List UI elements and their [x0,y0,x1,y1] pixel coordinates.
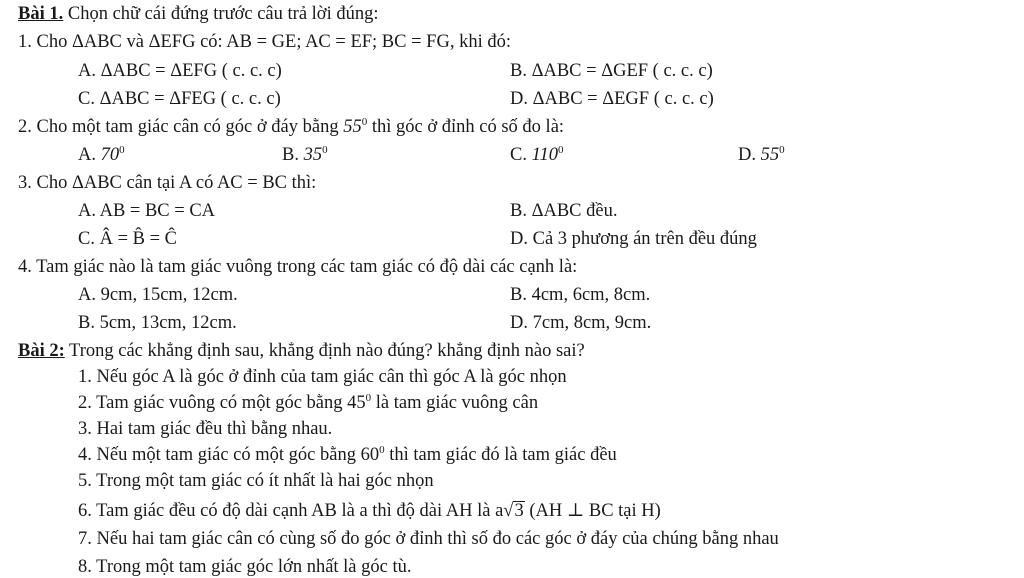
sqrt-symbol: √ [503,501,514,521]
question-2-stem-pre: 2. Cho một tam giác cân có góc ở đáy bằng [18,117,344,137]
question-2-option-b [282,144,328,166]
option-label: C. [510,145,532,165]
question-4-option-a: A. 9cm, 15cm, 12cm. [78,285,238,305]
question-3-option-c: C. Â = B̂ = Ĉ [78,229,177,249]
statement-6-pre: 6. Tam giác đều có độ dài cạnh AB là a thì độ dài AH là a [78,501,504,521]
statement-4-post: thì tam giác đó là tam giác đều [384,445,617,465]
option-label: B. [282,145,304,165]
question-4-stem: 4. Tam giác nào là tam giác vuông trong các tam giác có độ dài các cạnh là: [18,257,578,277]
statement-4-angle: 60 [360,445,380,465]
statement-2 [78,392,538,414]
exercise-2-heading [18,340,585,362]
degree-symbol: 0 [119,144,125,156]
exercise-1-label: Bài 1. [18,4,64,24]
exercise-1-instruction: Chọn chữ cái đứng trước câu trả lời đúng: [63,4,379,24]
question-2-angle: 55 [343,117,362,137]
question-4-option-d: D. 7cm, 8cm, 9cm. [510,313,652,333]
question-2-option-a [78,144,125,166]
exercise-2-label: Bài 2: [18,341,65,361]
statement-3: 3. Hai tam giác đều thì bằng nhau. [78,419,333,439]
question-3-option-a: A. AB = BC = CA [78,201,216,221]
sqrt-radicand: 3 [514,501,524,521]
statement-2-angle: 45 [347,393,366,413]
option-value: 110 [531,145,558,165]
question-1-option-c: C. ΔABC = ΔFEG ( c. c. c) [78,89,281,109]
statement-4-pre: 4. Nếu một tam giác có một góc bằng [78,445,361,465]
degree-symbol: 0 [557,144,564,156]
option-label: A. [78,145,101,165]
question-1-option-d: D. ΔABC = ΔEGF ( c. c. c) [510,89,714,109]
option-value: 70 [100,145,120,165]
question-3-option-d: D. Cả 3 phương án trên đều đúng [510,229,757,249]
degree-symbol: 0 [365,392,372,404]
question-2-stem [18,116,564,138]
degree-symbol: 0 [322,144,328,156]
option-value: 55 [760,145,780,165]
question-1-option-a: A. ΔABC = ΔEFG ( c. c. c) [78,61,282,81]
degree-symbol: 0 [361,116,368,128]
statement-6 [78,500,661,522]
statement-7: 7. Nếu hai tam giác cân có cùng số đo góc ở đỉnh thì số đo các góc ở đáy của chúng bằng nhau [78,529,779,549]
exercise-2-instruction: Trong các khẳng định sau, khẳng định nào đúng? khẳng định nào sai? [64,341,585,361]
statement-2-post: là tam giác vuông cân [371,393,539,413]
question-1-stem: 1. Cho ΔABC và ΔEFG có: AB = GE; AC = EF; BC = FG, khi đó: [18,32,511,52]
degree-symbol: 0 [379,444,385,456]
option-label: D. [738,145,761,165]
question-2-option-d [738,144,785,166]
question-2-option-c [510,144,563,166]
statement-1: 1. Nếu góc A là góc ở đỉnh của tam giác cân thì góc A là góc nhọn [78,367,567,387]
question-4-option-c: B. 5cm, 13cm, 12cm. [78,313,237,333]
statement-2-pre: 2. Tam giác vuông có một góc bằng [78,393,348,413]
question-2-stem-post: thì góc ở đỉnh có số đo là: [367,117,565,137]
question-1-option-b: B. ΔABC = ΔGEF ( c. c. c) [510,61,713,81]
exercise-1-heading [18,3,378,25]
question-3-stem: 3. Cho ΔABC cân tại A có AC = BC thì: [18,173,317,193]
question-4-option-b: B. 4cm, 6cm, 8cm. [510,285,651,305]
statement-8: 8. Trong một tam giác góc lớn nhất là góc tù. [78,557,412,577]
option-value: 35 [303,145,323,165]
degree-symbol: 0 [779,144,785,156]
statement-6-post: (AH ⊥ BC tại H) [524,501,661,521]
statement-4 [78,444,617,466]
question-3-option-b: B. ΔABC đều. [510,201,618,221]
statement-5: 5. Trong một tam giác có ít nhất là hai góc nhọn [78,471,434,491]
